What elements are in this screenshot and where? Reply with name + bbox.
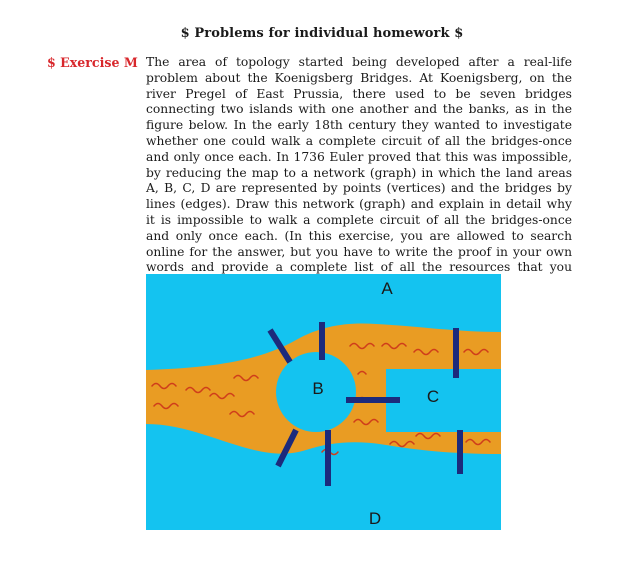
label-c: C	[426, 387, 440, 406]
page-heading: $ Problems for individual homework $	[180, 26, 464, 41]
exercise-label: $ Exercise M	[47, 55, 138, 70]
koenigsberg-bridges-figure	[146, 274, 501, 530]
exercise-text: The area of topology started being developed after a real-life problem about the Koenigsberg Bridges. At Koenigsberg, on the river Pregel of East Prussia, there used to be seven bridges connecting two islands with one another and the banks, as in the figure below. In the early 18th century they wanted to investigate whether one could walk a complete circuit of all the bridges-once and only once each. In 1736 Euler proved that this was impossible, by reducing the map to a network (graph) in which the land areas A, B, C, D are represented by points (vertices) and the bridges by lines (edges). Draw this network (graph) and explain in detail why it is impossible to walk a complete circuit of all the bridges-once and only once each. (In this exercise, you are allowed to search online for the answer, but you have to write the proof in your own words and provide a complete list of all the resources that you	[146, 55, 572, 275]
water-channel	[386, 369, 501, 432]
label-a: A	[381, 279, 393, 298]
label-b: B	[312, 379, 324, 398]
label-d: D	[368, 509, 382, 528]
